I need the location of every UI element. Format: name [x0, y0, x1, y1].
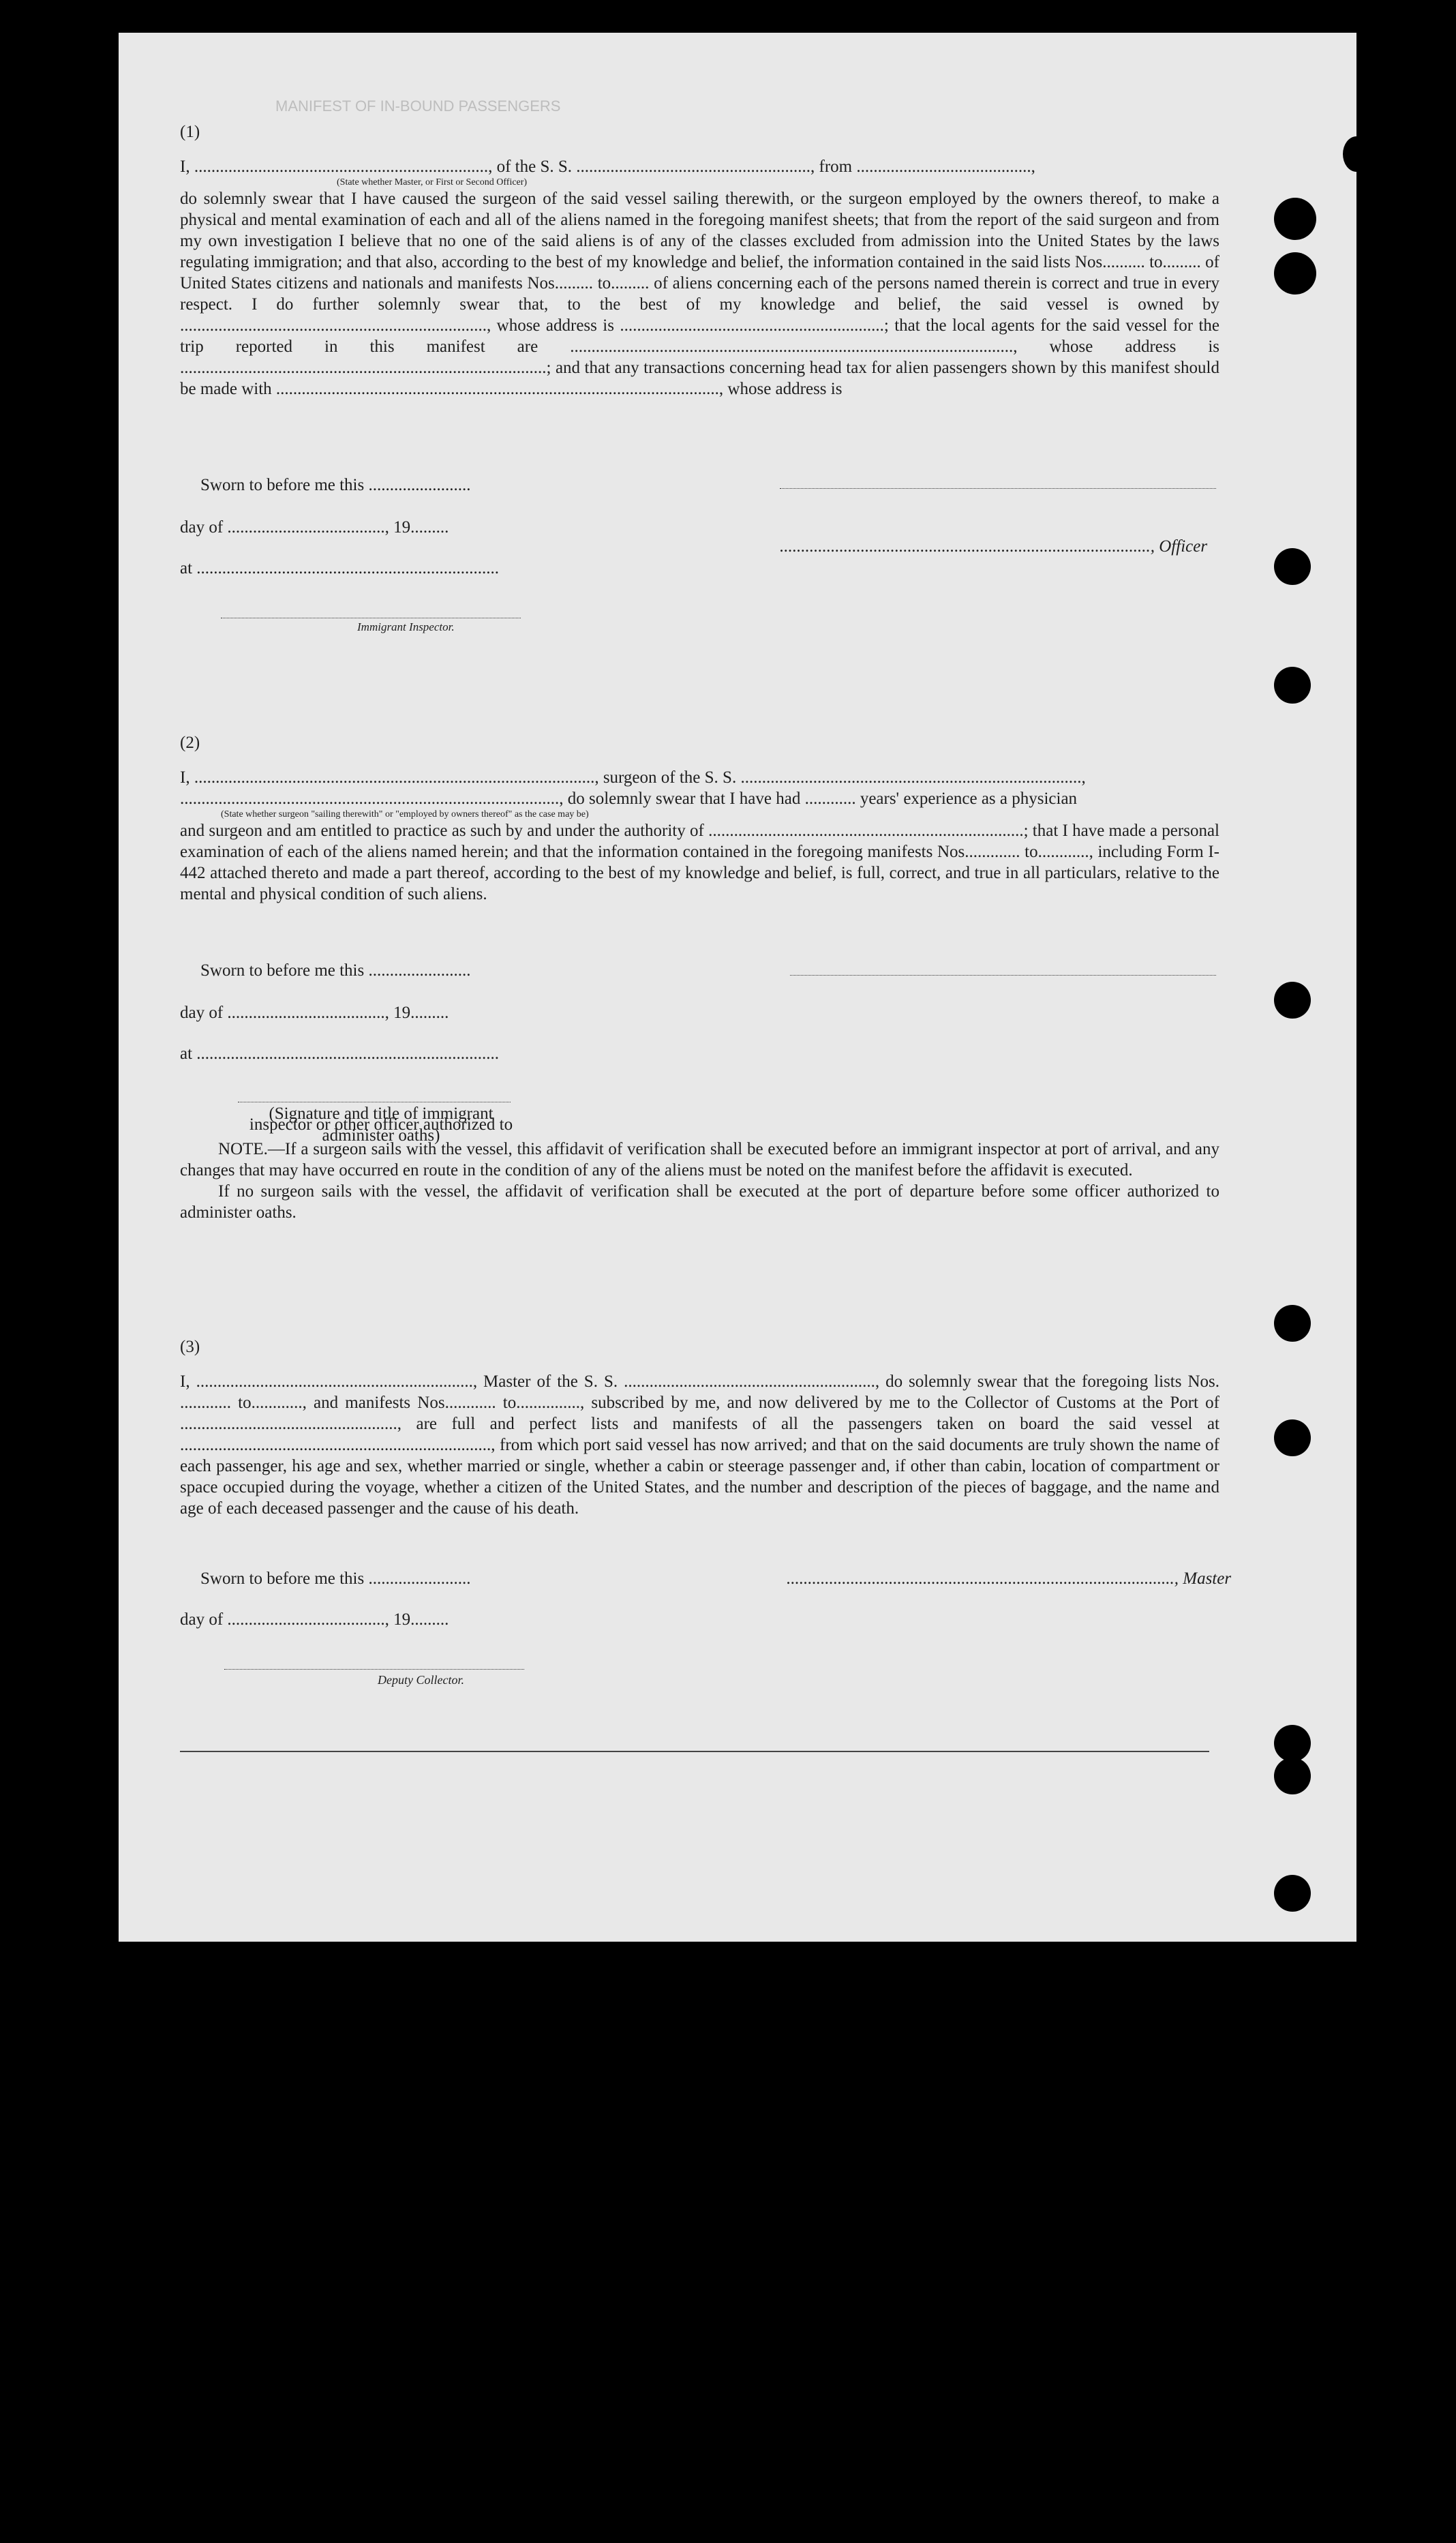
- day-line: day of ....................................., 19.........: [180, 1610, 449, 1629]
- day-line: day of ....................................., 19.........: [180, 1004, 449, 1022]
- binder-hole: [1274, 1875, 1311, 1912]
- section-number: (2): [180, 734, 200, 752]
- section-body: I, ................................................................., Master of the S. S. ..........................................................., do solemnly swear that the foregoing lists Nos. ............ to............, and manifests Nos............ to..............., subscribed by me, and now delivered by me to the Collector of Customs at the Port of ..................................................., are full and perfect lists and manifests of all the passengers taken on board the said vessel at ........................................................................., from which port said vessel has now arrived; and that on the said documents are truly shown the name of each passenger, his age and sex, whether married or single, whether a cabin or steerage passenger and, if other than cabin, location of compartment or space occupied during the voyage, whether a citizen of the United States, and the number and description of the pieces of baggage, and the name and age of each deceased passenger and the cause of his death.: [180, 1372, 1219, 1518]
- section-note: (State whether surgeon "sailing therewith" or "employed by owners thereof" as the case may be): [221, 809, 589, 819]
- binder-hole: [1274, 548, 1311, 585]
- section-2: [180, 732, 1219, 905]
- inspector-label: Immigrant Inspector.: [357, 620, 455, 633]
- binder-hole: [1274, 252, 1316, 295]
- section-opening: I, .............................................................................................., surgeon of the S. S. ................................................................................,: [180, 768, 1086, 787]
- section-body: and surgeon and am entitled to practice as such by and under the authority of ..........................................................................; that I have made a personal examination of each of the aliens named herein; and that the information contained in the foregoing manifests Nos............. to............, including Form I-442 attached thereto and made a part thereof, according to the best of my knowledge and belief, is full, correct, and true in all particulars, relative to the mental and physical condition of such aliens.: [180, 822, 1219, 903]
- faint-header: MANIFEST OF IN-BOUND PASSENGERS: [275, 97, 561, 115]
- at-line: at .......................................................................: [180, 1044, 500, 1063]
- signature-line: [790, 975, 1216, 976]
- binder-hole: [1343, 136, 1370, 172]
- collector-signature-line: [224, 1669, 524, 1670]
- section-line: ........................................................................................., do solemnly swear that I have had ............ years' experience as a physician: [180, 789, 1078, 808]
- sworn-line: Sworn to before me this ........................: [200, 1569, 471, 1588]
- signature-note: (Signature and title of immigrant inspector or other officer authorized to administer oaths): [249, 1104, 513, 1145]
- note-2: If no surgeon sails with the vessel, the affidavit of verification shall be executed at the port of departure before some officer authorized to administer oaths.: [180, 1182, 1219, 1222]
- signature-line: [780, 488, 1216, 489]
- section-opening: I, ....................................................................., of the S. S. ......................................................., from .........................................,: [180, 157, 1035, 176]
- section-number: (1): [180, 123, 200, 141]
- binder-hole: [1274, 198, 1316, 240]
- at-line: at .......................................................................: [180, 559, 500, 577]
- binder-hole: [1274, 1758, 1311, 1794]
- section-note: (State whether Master, or First or Second Officer): [337, 177, 528, 187]
- sworn-line: Sworn to before me this ........................: [200, 961, 471, 980]
- section-body: do solemnly swear that I have caused the surgeon of the said vessel sailing therewith, or the surgeon employed by the owners thereof, to make a physical and mental examination of each and all of the aliens named in the foregoing manifest sheets; that from the report of the said surgeon and from my own investigation I believe that no one of the said aliens is of any of the classes excluded from admission into the United States by the laws regulating immigration; and that also, according to the best of my knowledge and belief, the information contained in the said lists Nos.......... to......... of United States citizens and nationals and manifests Nos......... to......... of aliens concerning each of the persons named therein is correct and true in every respect. I do further solemnly swear that, to the best of my knowledge and belief, the said vessel is owned by ........................................................................, whose address is ..............................................................; that the local agents for the said vessel for the trip reported in this manifest are ........................................................................................................, whose address is ......................................................................................; and that any transactions concerning head tax for alien passengers shown by this manifest should be made with ........................................................................................................, whose address is: [180, 190, 1219, 398]
- sworn-line: Sworn to before me this ........................: [200, 476, 471, 494]
- collector-label: Deputy Collector.: [378, 1673, 464, 1687]
- section-number: (3): [180, 1338, 200, 1356]
- bottom-rule: [180, 1751, 1209, 1752]
- section-2-notes: [180, 1139, 1219, 1223]
- section-3: [180, 1336, 1219, 1519]
- binder-hole: [1274, 982, 1311, 1019]
- binder-hole: [1274, 1419, 1311, 1456]
- master-line: ..........................................................................................., Master: [787, 1569, 1232, 1588]
- day-line: day of ....................................., 19.........: [180, 518, 449, 537]
- binder-hole: [1274, 1305, 1311, 1342]
- note-1: NOTE.—If a surgeon sails with the vessel, this affidavit of verification shall be executed before an immigrant inspector at port of arrival, and any changes that may have occurred en route in the condition of any of the aliens must be noted on the manifest before the affidavit is executed.: [180, 1140, 1219, 1179]
- officer-line: ......................................................................................., Officer: [780, 537, 1208, 556]
- section-1: [180, 121, 1219, 400]
- manifest-page: [119, 33, 1356, 1942]
- binder-hole: [1274, 1725, 1311, 1762]
- binder-hole: [1274, 667, 1311, 704]
